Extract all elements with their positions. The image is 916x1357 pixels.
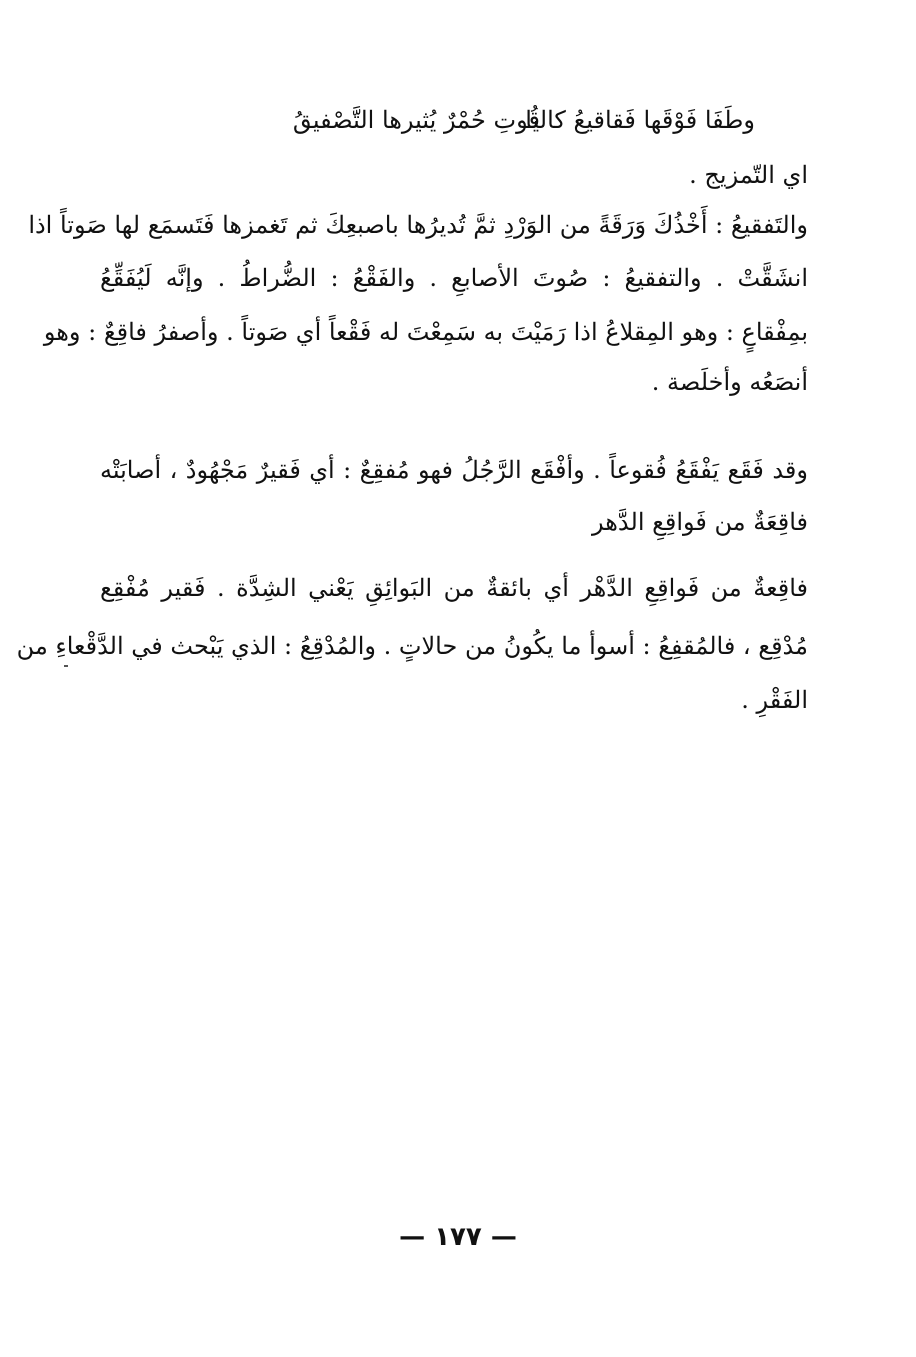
paragraph-1-line-3: انشَقَّتْ . والتفقيعُ : صُوتَ الأصابعِ . والفَقْعُ : الضُّراطُ . وإنَّه لَيُفَقِّعُ: [100, 264, 808, 292]
verse-second-hemistich: قُوتِ حُمْرٌ يُثيرها التَّصْفيقُ: [292, 106, 540, 134]
paragraph-3-line-3: الفَقْرِ .: [741, 686, 808, 714]
paragraph-2-line-2: فاقِعَةٌ من فَواقِعِ الدَّهر: [592, 508, 808, 536]
paragraph-3-line-1: فاقِعةٌ من فَواقِعِ الدَّهْر أي بائقةٌ من البَوائِقِ يَعْني الشِدَّة . فَقير مُفْقِع: [100, 574, 808, 602]
paragraph-3-line-2: مُدْقِع ، فالمُقفِعُ : أسوأ ما يكُونُ من حالاتٍ . والمُدْقِعُ : الذي يَبْحث في الدَّقْعاءِ من: [16, 632, 808, 660]
margin-mark: [64, 665, 68, 667]
paragraph-1-line-1: اي التّمزيج .: [689, 161, 808, 189]
paragraph-1-line-4: بمِفْقاعٍ : وهو المِقلاعُ اذا رَمَيْتَ به سَمِعْتَ له فَقْعاً أي صَوتاً . وأصفرُ فاقِعٌ : وهو: [43, 318, 808, 346]
paragraph-1-line-5: أنصَعُه وأخلَصة .: [651, 368, 808, 396]
verse-first-hemistich: وطَفَا فَوْقَها فَقاقيعُ كاليا: [525, 106, 755, 134]
paragraph-1-line-2: والتَفقيعُ : أَخْذُكَ وَرَقَةً من الوَرْدِ ثمَّ تُديرُها باصبعِكَ ثم تَغمزها فَتَسمَع لها صَوتاً اذا: [28, 211, 808, 239]
page-number: — ١٧٧ —: [399, 1222, 517, 1252]
paragraph-2-line-1: وقد فَقَع يَفْقَعُ فُقوعاً . وأفْقَع الرَّجُلُ فهو مُفقِعٌ : أي فَقيرٌ مَجْهُودٌ ، أصابَتْه: [100, 456, 808, 484]
